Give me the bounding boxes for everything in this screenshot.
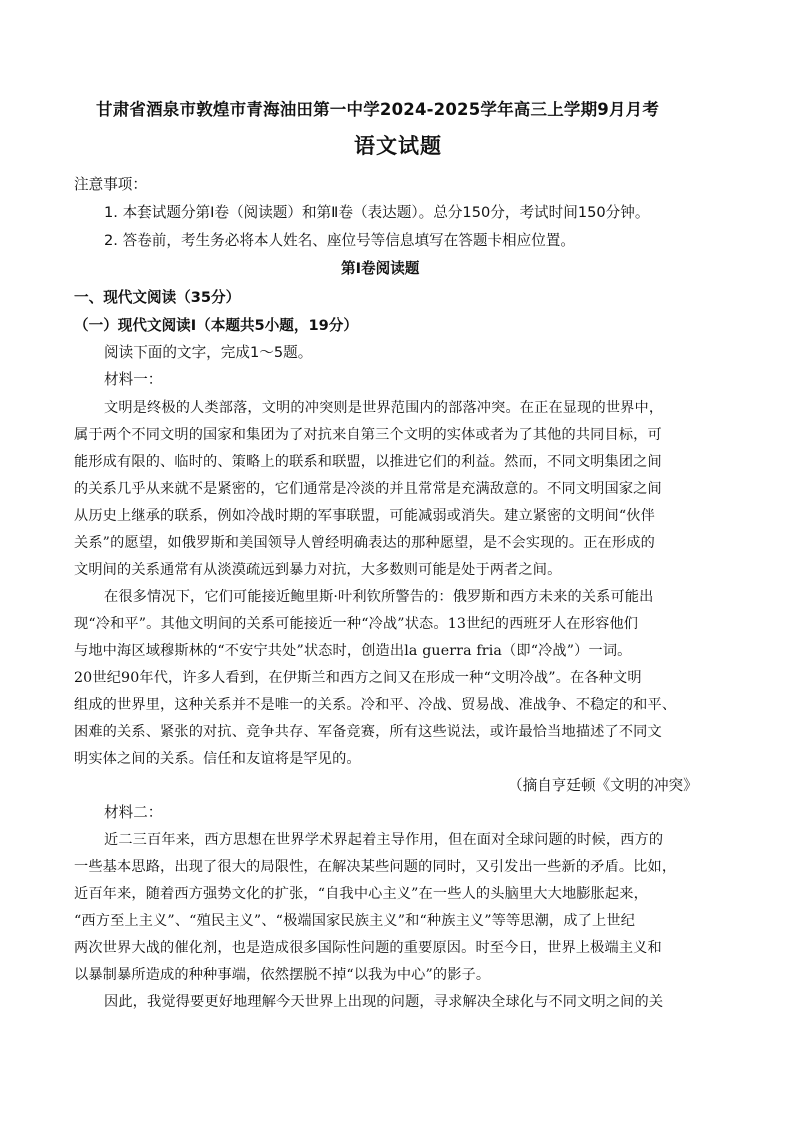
material2-line: 一些基本思路，出现了很大的局限性，在解决某些问题的同时，又引发出一些新的矛盾。比如， (74, 859, 677, 875)
material2-line: 两次世界大战的催化剂，也是造成很多国际性问题的重要原因。时至今日，世界上极端主义和 (74, 940, 662, 956)
material2-line: 近百年来，随着西方强势文化的扩张，“自我中心主义”在一些人的头脑里大大地膨胀起来， (74, 886, 648, 902)
notice-item-1: 1. 本套试题分第Ⅰ卷（阅读题）和第Ⅱ卷（表达题）。总分150分，考试时间150分钟。 (104, 204, 650, 221)
material2-line: 以暴制暴所造成的种种事端，依然摆脱不掉“以我为中心”的影子。 (74, 967, 491, 983)
school-title-line: 甘肃省酒泉市敦煌市青海油田第一中学2024-2025学年高三上学期9月月考 (96, 100, 660, 119)
material1-line: 20世纪90年代，许多人看到，在伊斯兰和西方之间又在形成一种“文明冷战”。在各种文明 (74, 670, 642, 686)
subject-title: 语文试题 (354, 133, 442, 158)
material1-line: 明实体之间的关系。信任和友谊将是罕见的。 (74, 751, 361, 767)
material2-line: 近二三百年来，西方思想在世界学术界起着主导作用，但在面对全球问题的时候，西方的 (104, 832, 664, 848)
section1-heading: 一、现代文阅读（35分） (74, 289, 241, 306)
material1-line: 从历史上继承的联系，例如冷战时期的军事联盟，可能减弱或消失。建立紧密的文明间“伙伴 (74, 508, 655, 524)
material1-label: 材料一： (104, 371, 163, 388)
material1-source: （摘自亨廷顿《文明的冲突》 (508, 777, 698, 794)
material1-line: 困难的关系、紧张的对抗、竞争共存、军备竞赛，所有这些说法，或许最恰当地描述了不同文 (74, 724, 662, 740)
material1-line: 文明是终极的人类部落，文明的冲突则是世界范围内的部落冲突。在正在显现的世界中， (104, 400, 664, 416)
part1-title: 第Ⅰ卷阅读题 (341, 260, 420, 277)
material1-line: 文明间的关系通常有从淡漠疏远到暴力对抗，大多数则可能是处于两者之间。 (74, 562, 562, 578)
material1-line: 属于两个不同文明的国家和集团为了对抗来自第三个文明的实体或者为了其他的共同目标，可 (74, 427, 662, 443)
material1-line: 在很多情况下，它们可能接近鲍里斯·叶利钦所警告的：俄罗斯和西方未来的关系可能出 (104, 589, 654, 605)
material2-line: “西方至上主义”、“殖民主义”、“极端国家民族主义”和“种族主义”等等思潮，成了上世纪 (74, 913, 636, 929)
notice-item-2: 2. 答卷前，考生务必将本人姓名、座位号等信息填写在答题卡相应位置。 (104, 232, 575, 249)
material1-line: 组成的世界里，这种关系并不是唯一的关系。冷和平、冷战、贸易战、准战争、不稳定的和平、 (74, 697, 677, 713)
material2-line: 因此，我觉得要更好地理解今天世界上出现的问题，寻求解决全球化与不同文明之间的关 (104, 994, 664, 1010)
material1-line: 现“冷和平”。其他文明间的关系可能接近一种“冷战”状态。13世纪的西班牙人在形容他们 (74, 616, 639, 632)
material2-label: 材料二： (104, 804, 163, 821)
material1-line: 与地中海区域穆斯林的“不安宁共处”状态时，创造出la guerra fria（即“冷战”）一词。 (74, 643, 632, 659)
material1-line: 关系”的愿望，如俄罗斯和美国领导人曾经明确表达的那种愿望，是不会实现的。正在形成的 (74, 535, 655, 551)
material1-line: 能形成有限的、临时的、策略上的联系和联盟，以推进它们的利益。然而，不同文明集团之间 (74, 454, 662, 470)
section1-subheading: （一）现代文阅读Ⅰ（本题共5小题，19分） (74, 317, 358, 334)
notice-heading: 注意事项： (74, 176, 147, 193)
material1-line: 的关系几乎从来就不是紧密的，它们通常是冷淡的并且常常是充满敌意的。不同文明国家之间 (74, 481, 662, 497)
section1-instruction: 阅读下面的文字，完成1～5题。 (104, 344, 313, 361)
